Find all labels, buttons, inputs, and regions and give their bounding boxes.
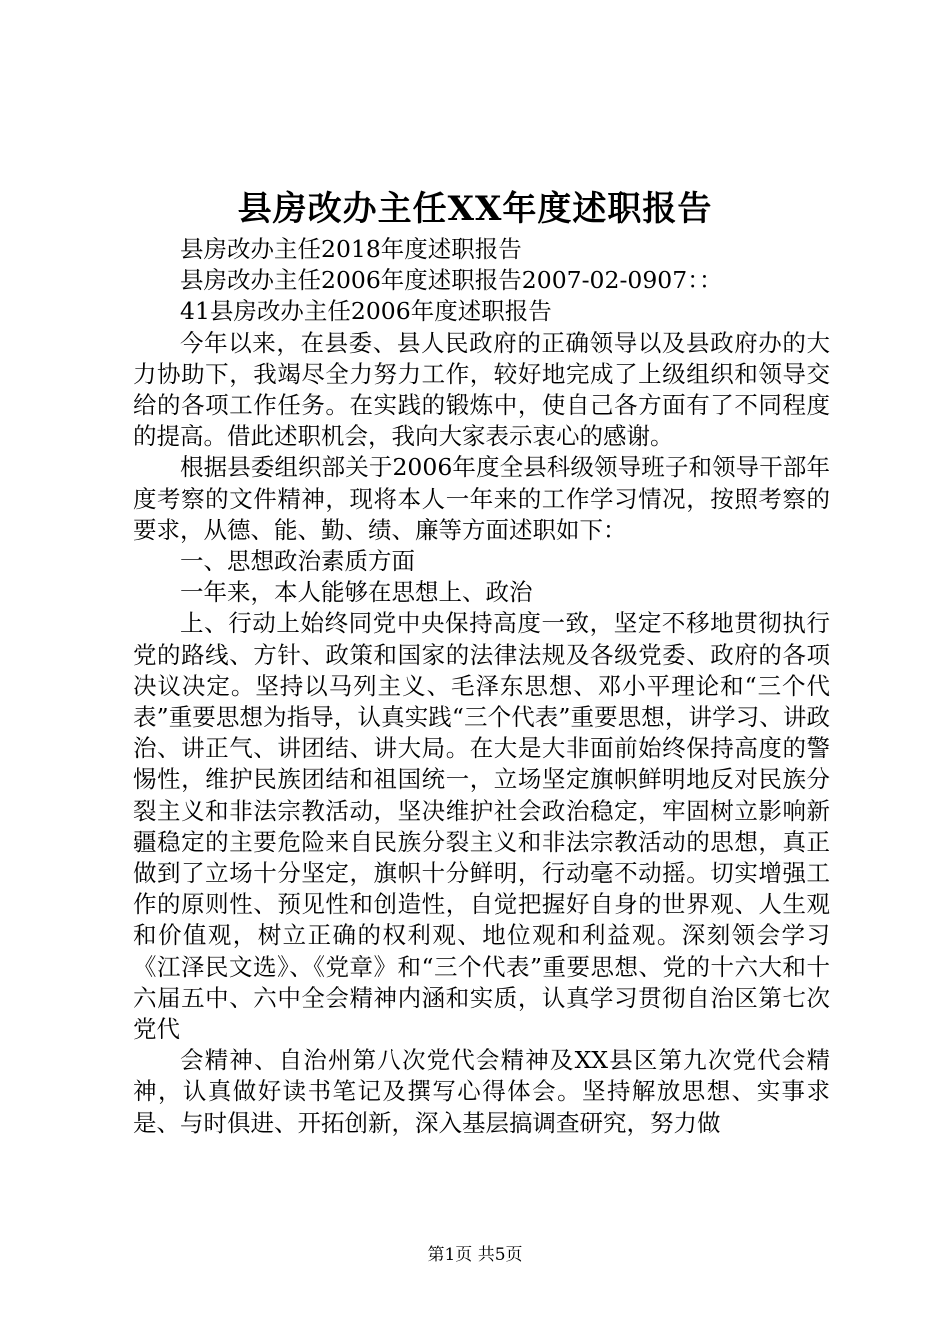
document-body xyxy=(133,234,830,1139)
paragraph: 41县房改办主任2006年度述职报告 xyxy=(180,297,552,326)
paragraph: 上、行动上始终同党中央保持高度一致，坚定不移地贯彻执行党的路线、方针、政策和国家的法律法规及各级党委、政府的各项决议决定。坚持以马列主义、毛泽东思想、邓小平理论和“三个代表”重要思想为指导，认真实践“三个代表”重要思想，讲学习、讲政治、讲正气、讲团结、讲大局。在大是大非面前始终保持高度的警惕性，维护民族团结和祖国统一，立场坚定旗帜鲜明地反对民族分裂主义和非法宗教活动，坚决维护社会政治稳定，牢固树立影响新疆稳定的主要危险来自民族分裂主义和非法宗教活动的思想，真正做到了立场十分坚定，旗帜十分鲜明，行动毫不动摇。切实增强工作的原则性、预见性和创造性，自觉把握好自身的世界观、人生观和价值观，树立正确的权利观、地位观和利益观。深刻领会学习《江泽民文选》、《党章》和“三个代表”重要思想、党的十六大和十六届五中、六中全会精神内涵和实质，认真学习贯彻自治区第七次党代 xyxy=(133,609,830,1044)
document-title: 县房改办主任XX年度述职报告 xyxy=(237,189,713,229)
section-heading: 一、思想政治素质方面 xyxy=(180,547,415,576)
paragraph: 县房改办主任2018年度述职报告 xyxy=(180,235,522,263)
paragraph: 根据县委组织部关于2006年度全县科级领导班子和领导干部年度考察的文件精神，现将本人一年来的工作学习情况，按照考察的要求，从德、能、勤、绩、廉等方面述职如下： xyxy=(133,453,830,544)
paragraph: 县房改办主任2006年度述职报告2007-02-0907：： xyxy=(180,266,723,295)
page-number: 第1页 共5页 xyxy=(427,1245,523,1265)
paragraph: 今年以来，在县委、县人民政府的正确领导以及县政府办的大力协助下，我竭尽全力努力工作，较好地完成了上级组织和领导交给的各项工作任务。在实践的锻炼中，使自己各方面有了不同程度的提高。借此述职机会，我向大家表示衷心的感谢。 xyxy=(133,328,830,451)
paragraph: 会精神、自治州第八次党代会精神及XX县区第九次党代会精神，认真做好读书笔记及撰写心得体会。坚持解放思想、实事求是、与时俱进、开拓创新，深入基层搞调查研究，努力做 xyxy=(133,1046,830,1137)
paragraph: 一年来，本人能够在思想上、政治 xyxy=(180,578,533,607)
